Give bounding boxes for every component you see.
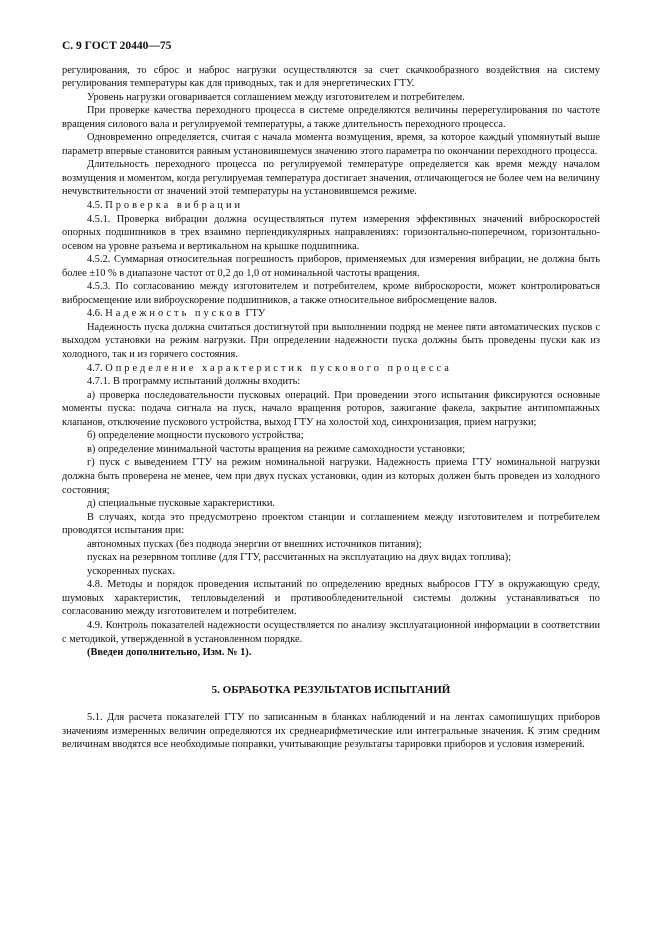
paragraph: Длительность переходного процесса по регулируемой температуре определяется как время между началом возмущения и моментом, когда регулируемая температура достигает значения, отличающегося не более чем на величину нечувствительности от значений этой температуры на установившемся режиме. — [62, 159, 600, 198]
paragraph: 4.7.1. В программу испытаний должны входить: — [87, 376, 301, 388]
paragraph: д) специальные пусковые характеристики. — [87, 498, 276, 510]
paragraph: При проверке качества переходного процесса в системе определяются величины перерегулирования по частоте вращения силового вала и регулируемой температуры, а также длительность переходного процесса. — [62, 105, 600, 130]
paragraph — [62, 362, 600, 376]
body-text — [62, 64, 600, 660]
clause-number: 4.7. — [87, 362, 103, 374]
document-page — [62, 40, 600, 752]
paragraph: Одновременно определяется, считая с начала момента возмущения, время, за которое каждый упомянутый выше параметр впервые становится равным установившемуся значению этого параметра по окончании переходного процесса. — [62, 132, 600, 157]
paragraph: 4.8. Методы и порядок проведения испытаний по определению вредных выбросов ГТУ в окружающую среду, шумовых характеристик, тепловыделений и противообледенительной системы должны устанавливаться по согласованию между изготовителем и потребителем. — [62, 579, 600, 618]
paragraph — [62, 199, 600, 213]
paragraph: 4.9. Контроль показателей надежности осуществляется по анализу эксплуатационной информации в соответствии с методикой, утвержденной в установленном порядке. — [62, 619, 600, 645]
paragraph: (Введен дополнительно, Изм. № 1). — [87, 647, 252, 659]
paragraph: пусках на резервном топливе (для ГТУ, рассчитанных на эксплуатацию на двух видах топлива); — [87, 552, 512, 564]
section-paragraph: 5.1. Для расчета показателей ГТУ по записанным в бланках наблюдений и на лентах самопишущих приборов значениям измеренных величин определяются их среднеарифметические или интегральные значения. К этим средним величинам вводятся все необходимые поправки, учитывающие результаты тарировки приборов и условия измерений. — [62, 712, 600, 751]
clause-number: 4.5. — [87, 200, 103, 212]
paragraph: 4.5.2. Суммарная относительная погрешность приборов, применяемых для измерения вибрации, не должна быть более ±10 % в диапазоне частот от 0,2 до 1,0 от номинальной частоты вращения. — [62, 254, 600, 279]
paragraph: 4.5.3. По согласованию между изготовителем и потребителем, кроме виброскорости, может контролироваться виброcмещение или виброускорение подшипников, а также относительное виброcмещение валов. — [62, 281, 600, 306]
clause-heading: Определение характеристик пускового процесса — [105, 362, 452, 374]
paragraph: Уровень нагрузки оговаривается соглашением между изготовителем и потребителем. — [87, 91, 465, 103]
section-title: 5. ОБРАБОТКА РЕЗУЛЬТАТОВ ИСПЫТАНИЙ — [211, 683, 451, 696]
paragraph: В случаях, когда это предусмотрено проектом станции и соглашением между изготовителем и потребителем проводятся испытания при: — [62, 511, 600, 537]
clause-heading: Надежность пусков — [105, 308, 243, 320]
paragraph: б) определение мощности пускового устройства; — [87, 430, 304, 442]
paragraph: Надежность пуска должна считаться достигнутой при выполнении подряд не менее пяти автоматических пусков с выходом установки на режим нагрузки. При определении надежности пуска должны быть проведены пуски как из холодного, так и из горячего состояния. — [62, 321, 600, 361]
paragraph: автономных пусках (без подвода энергии от внешних источников питания); — [87, 538, 422, 550]
clause-heading-tail: ГТУ — [242, 308, 266, 320]
paragraph: 4.5.1. Проверка вибрации должна осуществляться путем измерения эффективных значений виброскоростей опорных подшипников в трех взаимно перпендикулярных направлениях: горизонтально-поперечном, горизонтально-осевом на уровне разъема и вертикальном на крышке подшипника. — [62, 213, 600, 252]
paragraph — [62, 307, 600, 321]
paragraph: г) пуск с выведением ГТУ на режим номинальной нагрузки. Надежность приема ГТУ номинальной нагрузки должна быть проверена не менее, чем при двух пусках установки, один из которых должен быть проведен из холодного состояния; — [62, 457, 600, 496]
clause-heading: Проверка вибрации — [105, 200, 244, 212]
paragraph: регулирования, то сброс и наброс нагрузки осуществляются за счет скачкообразного воздействия на систему регулирования температуры как для приводных, так и для энергетических ГТУ. — [62, 64, 600, 90]
clause-number: 4.6. — [87, 308, 103, 320]
page-header: С. 9 ГОСТ 20440—75 — [62, 40, 172, 52]
paragraph: ускоренных пусках. — [87, 565, 175, 577]
paragraph: в) определение минимальной частоты вращения на режиме самоходности установки; — [87, 443, 466, 455]
paragraph: а) проверка последовательности пусковых операций. При проведении этого испытания фиксируются основные моменты пуска: подача сигнала на пуск, начало вращения роторов, зажигание факела, закрытие антипомпажных клапанов, отключение пускового устройства, выход ГТУ на холостой ход, синхронизация, прием нагрузки; — [62, 389, 600, 428]
